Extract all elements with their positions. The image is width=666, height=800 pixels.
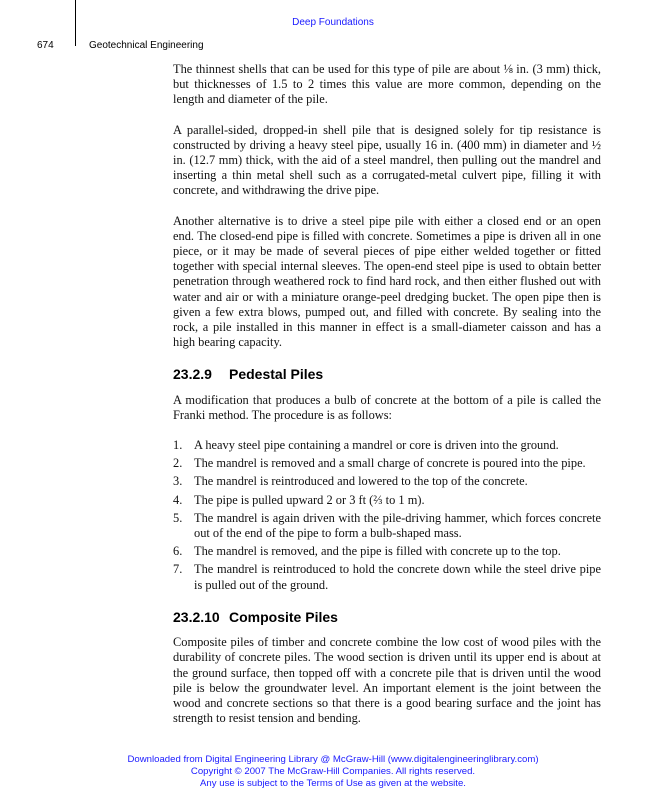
list-item	[173, 438, 601, 453]
footer-terms-link[interactable]: Any use is subject to the Terms of Use as given at the website.	[200, 778, 466, 790]
section-title: Composite Piles	[229, 608, 338, 625]
step-text: A heavy steel pipe containing a mandrel or core is driven into the ground.	[194, 438, 559, 453]
intro-paragraph-2: A parallel-sided, dropped-in shell pile that is designed solely for tip resistance is constructed by driving a heavy steel pipe, usually 16 in. (400 mm) in diameter and ½ in. (12.7 mm) thick, with the aid of a steel mandrel, then pulling out the mandrel and inserting a thin metal shell such as a corrugated-metal culvert pipe, filling it with concrete, and withdrawing the drive pipe.	[173, 122, 601, 198]
footer-copyright: Copyright © 2007 The McGraw-Hill Companies. All rights reserved.	[190, 766, 476, 778]
step-text: The mandrel is removed and a small charge of concrete is poured into the pipe.	[194, 456, 586, 471]
list-item	[173, 544, 601, 559]
composite-paragraph: Composite piles of timber and concrete combine the low cost of wood piles with the durability of concrete piles. The wood section is driven until its upper end is about at the ground surface, then topped off with a concrete pile that is driven until the wood pile is below the groundwater level. An important element is the joint between the wood and concrete sections so that there is a good bearing surface and the joint has strength to resist tension and bending.	[173, 635, 601, 726]
step-text: The mandrel is removed, and the pipe is filled with concrete up to the top.	[194, 544, 561, 559]
step-number: 4.	[173, 492, 183, 507]
chapter-title-link[interactable]: Deep Foundations	[292, 17, 374, 28]
step-number: 5.	[173, 510, 183, 525]
intro-paragraph-1: The thinnest shells that can be used for this type of pile are about ⅛ in. (3 mm) thick, but thicknesses of 1.5 to 2 times this value are more common, depending on the length and diameter of the pile.	[173, 62, 601, 107]
section-title: Pedestal Piles	[229, 366, 324, 383]
list-item	[173, 493, 601, 508]
page-body	[173, 62, 601, 741]
step-number: 3.	[173, 474, 183, 489]
step-number: 6.	[173, 544, 183, 559]
list-item	[173, 562, 601, 592]
list-item	[173, 474, 601, 489]
step-number: 1.	[173, 438, 183, 453]
step-text: The pipe is pulled upward 2 or 3 ft (⅔ to 1 m).	[194, 492, 425, 507]
footer-download-link[interactable]: Downloaded from Digital Engineering Library @ McGraw-Hill (www.digitalengineeringlibrary.com)	[127, 754, 539, 765]
franki-steps-list	[173, 438, 601, 593]
header-divider	[75, 0, 76, 46]
list-item	[173, 456, 601, 471]
running-head: Geotechnical Engineering	[89, 40, 204, 51]
page-number: 674	[37, 40, 54, 51]
step-text: The mandrel is reintroduced to hold the concrete down while the steel drive pipe is pulled out of the ground.	[194, 562, 601, 592]
section-number: 23.2.10	[173, 608, 220, 625]
step-number: 7.	[173, 562, 183, 577]
copyright-footer	[0, 754, 666, 791]
list-item	[173, 511, 601, 541]
step-text: The mandrel is reintroduced and lowered to the top of the concrete.	[194, 474, 528, 489]
intro-paragraph-3: Another alternative is to drive a steel pipe pile with either a closed end or an open end. The closed-end pipe is filled with concrete. Sometimes a pipe is driven all in one piece, or it may be made of several pieces of pipe either welded together or fitted together with special internal sleeves. The open-end steel pipe is used to obtain better penetration through weathered rock to find hard rock, and then either flushed out with water and air or with a miniature orange-peel dredging bucket. The open pipe then is given a few extra blows, pumped out, and filled with concrete. By sealing into the rock, a pile installed in this manner in effect is a small-diameter caisson and has a high bearing capacity.	[173, 213, 601, 350]
section-heading-pedestal-piles	[173, 367, 601, 382]
section-heading-composite-piles	[173, 610, 601, 625]
pedestal-intro: A modification that produces a bulb of concrete at the bottom of a pile is called the Franki method. The procedure is as follows:	[173, 392, 601, 422]
step-text: The mandrel is again driven with the pile-driving hammer, which forces concrete out of the end of the pipe to form a bulb-shaped mass.	[194, 510, 601, 541]
step-number: 2.	[173, 456, 183, 471]
section-number: 23.2.9	[173, 366, 212, 383]
